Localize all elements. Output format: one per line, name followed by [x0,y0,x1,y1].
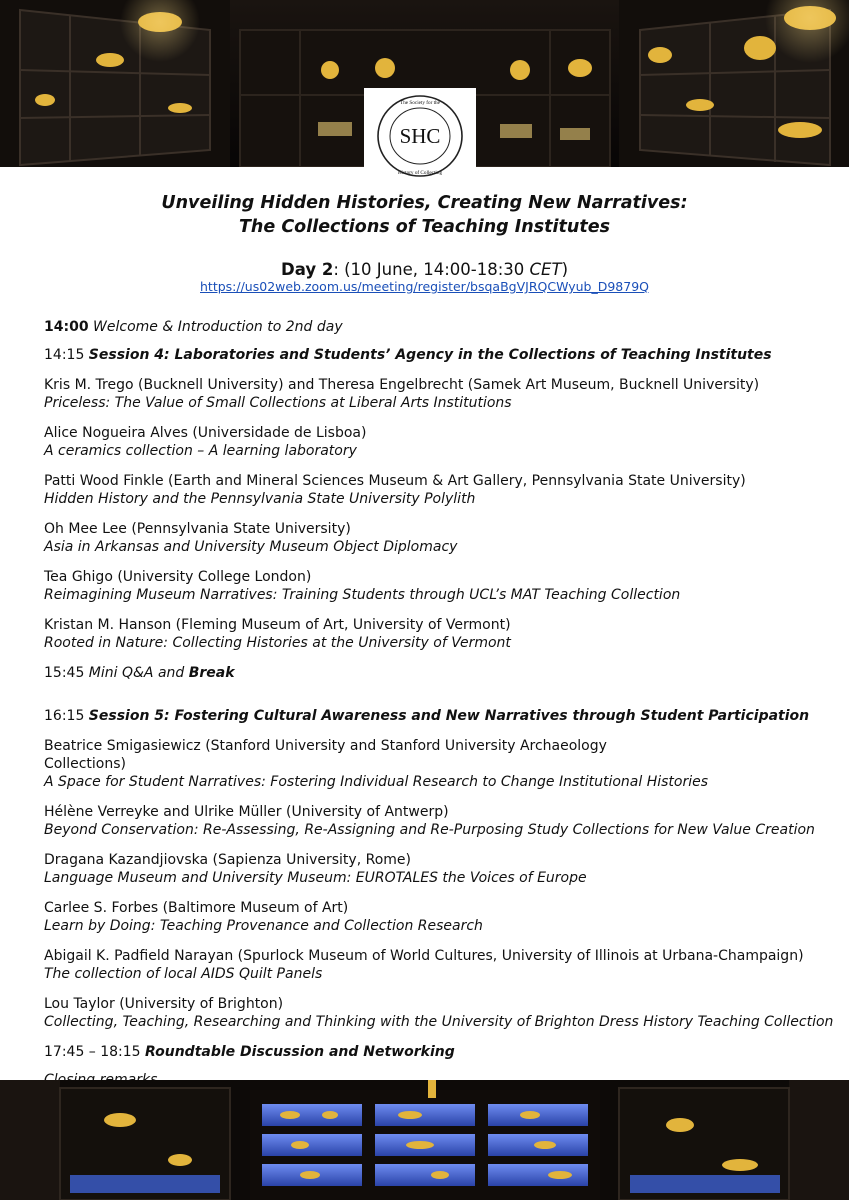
talk-speaker: Beatrice Smigasiewicz (Stanford University and Stanford University Archaeology [44,738,607,754]
break-text: Mini Q&A and [88,665,189,681]
talk-speaker: Kris M. Trego (Bucknell University) and Theresa Engelbrecht (Samek Art Museum, Bucknell University) [44,377,760,393]
svg-text:The Society for the: The Society for the [400,100,440,106]
talk-speaker: Hélène Verreyke and Ulrike Müller (University of Antwerp) [44,804,449,820]
day-timezone: CET [529,260,562,279]
session-4-time: 14:15 [44,347,89,363]
zoom-registration-link[interactable]: https://us02web.zoom.us/meeting/register/bsqaBgVJRQCWyub_D9879Q [200,279,649,294]
talk-title: Reimagining Museum Narratives: Training Students through UCL’s MAT Teaching Collection [44,587,681,603]
talk-item [44,899,834,935]
day-label: Day 2 [281,260,334,279]
shc-logo [364,88,476,184]
talk-item [44,803,834,839]
welcome-line [44,318,834,336]
break-time: 15:45 [44,665,89,681]
break-line [44,664,834,682]
talk-item [44,520,834,556]
talk-speaker: Patti Wood Finkle (Earth and Mineral Sciences Museum & Art Gallery, Pennsylvania State University) [44,473,746,489]
talk-speaker: Dragana Kazandjiovska (Sapienza University, Rome) [44,852,411,868]
talk-speaker: Oh Mee Lee (Pennsylvania State University) [44,521,351,537]
day-colon: : [333,260,345,279]
talk-speaker: Kristan M. Hanson (Fleming Museum of Art, University of Vermont) [44,617,511,633]
roundtable-title: Roundtable Discussion and Networking [145,1044,455,1060]
session-4-title: Session 4: Laboratories and Students’ Agency in the Collections of Teaching Institutes [88,347,772,363]
break-label: Break [188,665,235,681]
day-heading [0,259,849,281]
talk-item [44,568,834,604]
talk-speaker: Carlee S. Forbes (Baltimore Museum of Art) [44,900,349,916]
talk-item [44,851,834,887]
talk-title: The collection of local AIDS Quilt Panels [44,966,323,982]
session-5-time: 16:15 [44,708,89,724]
talk-item [44,472,834,508]
title-line-2: The Collections of Teaching Institutes [238,217,611,237]
roundtable-time: 17:45 – 18:15 [44,1044,146,1060]
talk-speaker: Lou Taylor (University of Brighton) [44,996,284,1012]
talk-item [44,947,834,983]
day-details: (10 June, 14:00-18:30 [344,260,530,279]
shc-seal [370,92,470,180]
day-close: ) [561,260,568,279]
talk-item [44,616,834,652]
talk-title: Collecting, Teaching, Researching and Thinking with the University of Brighton Dress History Teaching Collection [44,1014,834,1030]
talk-title: Hidden History and the Pennsylvania State University Polylith [44,491,476,507]
session-5-title: Session 5: Fostering Cultural Awareness and New Narratives through Student Participation [88,708,810,724]
session-5-heading [44,707,834,725]
welcome-text: Welcome & Introduction to 2nd day [88,319,343,335]
program-schedule [44,318,834,1099]
svg-text:History of Collecting: History of Collecting [397,170,443,176]
welcome-time: 14:00 [44,319,89,335]
svg-text:SHC: SHC [399,124,441,148]
session-4-heading [44,346,834,364]
talk-title: A Space for Student Narratives: Fostering Individual Research to Change Institutional Histories [44,774,709,790]
roundtable-line [44,1043,834,1061]
talk-title: Beyond Conservation: Re-Assessing, Re-Assigning and Re-Purposing Study Collections for New Value Creation [44,822,815,838]
talk-speaker: Alice Nogueira Alves (Universidade de Lisboa) [44,425,367,441]
talk-item [44,737,834,791]
bottom-banner-photo [0,1080,849,1200]
event-title [0,191,849,239]
title-line-1: Unveiling Hidden Histories, Creating New Narratives: [161,193,688,213]
talk-title: Rooted in Nature: Collecting Histories at the University of Vermont [44,635,511,651]
talk-item [44,995,834,1031]
talk-speaker: Tea Ghigo (University College London) [44,569,312,585]
museum-drawers-illustration [0,1080,849,1200]
talk-title: Language Museum and University Museum: EUROTALES the Voices of Europe [44,870,587,886]
talk-title: Learn by Doing: Teaching Provenance and Collection Research [44,918,483,934]
talk-speaker-cont: Collections) [44,756,127,772]
talk-title: Asia in Arkansas and University Museum Object Diplomacy [44,539,458,555]
talk-item [44,376,834,412]
talk-speaker: Abigail K. Padfield Narayan (Spurlock Museum of World Cultures, University of Illinois at Urbana-Champaign) [44,948,804,964]
talk-title: Priceless: The Value of Small Collections at Liberal Arts Institutions [44,395,512,411]
talk-item [44,424,834,460]
talk-title: A ceramics collection – A learning laboratory [44,443,357,459]
